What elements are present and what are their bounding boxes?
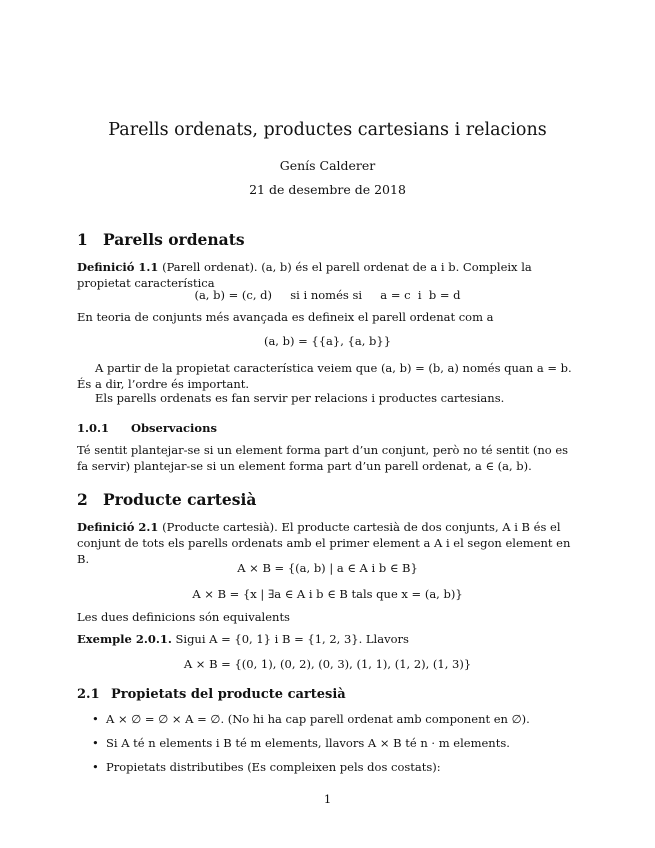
- definition-1-1: [77, 259, 579, 291]
- definition-1-1-text: (a, b) és el parell ordenat de a i b. Compleix la propietat característica: [77, 260, 532, 290]
- section-1-title: Parells ordenats: [103, 230, 245, 249]
- paragraph-advanced-definition: En teoria de conjunts més avançada es defineix el parell ordenat com a: [77, 310, 494, 324]
- paragraph-order-important: A partir de la propietat característica veiem que (a, b) = (b, a) només quan a = b. És a dir, l’ordre és important.: [77, 361, 572, 391]
- subsection-2-1-heading: [77, 687, 346, 702]
- definition-1-1-name: (Parell ordenat).: [162, 260, 258, 274]
- definition-2-1-label: Definició 2.1: [77, 520, 159, 534]
- list-item: [92, 712, 530, 726]
- list-item-text: Si A té n elements i B té m elements, llavors A × B té n · m elements.: [106, 736, 510, 750]
- example-2-0-1-text: Sigui A = {0, 1} i B = {1, 2, 3}. Llavors: [175, 632, 409, 646]
- definition-2-1-text: El producte cartesià de dos conjunts, A i B és el conjunt de tots els parells ordenats amb el primer element a A i el segon element en B.: [77, 520, 571, 566]
- list-item: [92, 760, 441, 774]
- subsubsection-1-0-1-title: Observacions: [131, 421, 217, 435]
- section-1-number: 1: [77, 230, 88, 249]
- paragraph-observations: Té sentit plantejar-se si un element forma part d’un conjunt, però no té sentit (no es fa servir) plantejar-se si un element forma part d’un parell ordenat, a ∈ (a, b).: [77, 443, 569, 473]
- bullet-icon: •: [92, 712, 99, 726]
- section-2-heading: [77, 490, 256, 509]
- section-2-title: Producte cartesià: [103, 490, 257, 509]
- section-1-heading: [77, 230, 245, 249]
- list-item-text: Propietats distributibes (Es compleixen pels dos costats):: [106, 760, 441, 774]
- document-author: Genís Calderer: [279, 158, 376, 173]
- example-2-0-1-label: Exemple 2.0.1.: [77, 632, 172, 646]
- equation-characteristic-property: (a, b) = (c, d) si i només si a = c i b = d: [194, 288, 461, 302]
- equation-example-product: A × B = {(0, 1), (0, 2), (0, 3), (1, 1), (1, 2), (1, 3)}: [183, 657, 472, 671]
- subsubsection-1-0-1-number: 1.0.1: [77, 421, 110, 435]
- list-item-text: A × ∅ = ∅ × A = ∅. (No hi ha cap parell ordenat amb component en ∅).: [106, 712, 530, 726]
- subsubsection-1-0-1-heading: [77, 421, 217, 435]
- document-date: 21 de desembre de 2018: [249, 182, 406, 197]
- definition-2-1-name: (Producte cartesià).: [162, 520, 278, 534]
- subsection-2-1-title: Propietats del producte cartesià: [111, 687, 346, 702]
- page-number: 1: [323, 792, 332, 806]
- equation-kuratowski: (a, b) = {{a}, {a, b}}: [263, 334, 392, 348]
- list-item: [92, 736, 510, 750]
- paragraph-equivalent: Les dues definicions són equivalents: [77, 610, 290, 624]
- equation-cartesian-product-2: A × B = {x | ∃a ∈ A i b ∈ B tals que x = (a, b)}: [192, 587, 463, 601]
- document-title: Parells ordenats, productes cartesians i relacions: [108, 120, 547, 140]
- section-2-number: 2: [77, 490, 88, 509]
- bullet-icon: •: [92, 760, 99, 774]
- bullet-icon: •: [92, 736, 99, 750]
- definition-2-1: [77, 519, 579, 567]
- subsection-2-1-number: 2.1: [77, 687, 100, 702]
- paragraph-uses: Els parells ordenats es fan servir per relacions i productes cartesians.: [95, 391, 505, 405]
- definition-1-1-label: Definició 1.1: [77, 260, 159, 274]
- equation-cartesian-product-1: A × B = {(a, b) | a ∈ A i b ∈ B}: [237, 561, 418, 575]
- example-2-0-1: [77, 631, 579, 647]
